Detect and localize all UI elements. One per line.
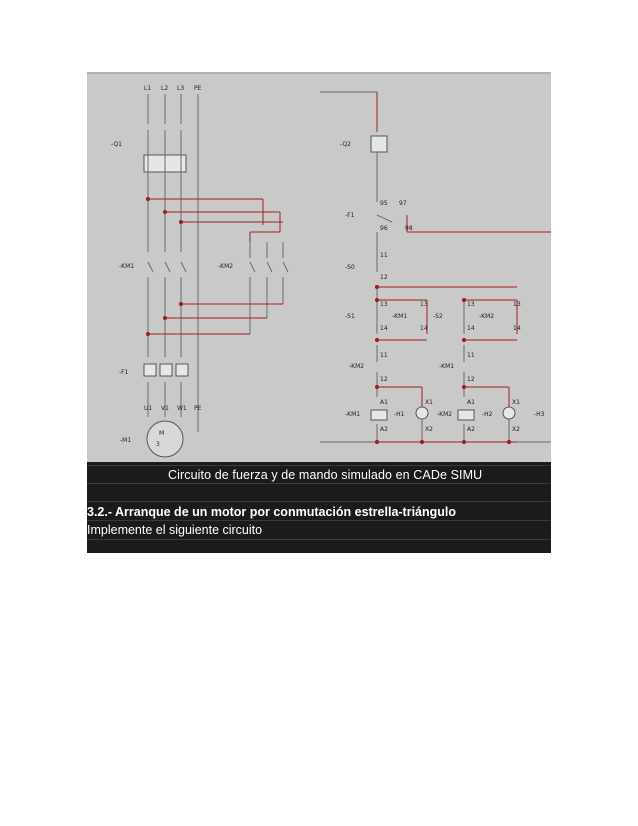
label-x1-h1: X1 — [425, 399, 433, 406]
label-km1-interlock: -KM1 — [439, 363, 455, 370]
label-12-b: 12 — [467, 376, 475, 383]
label-12-a: 12 — [380, 376, 388, 383]
label-x2-h2: X2 — [512, 426, 520, 433]
label-98: 98 — [405, 225, 413, 232]
label-14-c: 14 — [467, 325, 475, 332]
section-heading: 3.2.- Arranque de un motor por conmutación estrella-triángulo — [87, 505, 457, 519]
label-13-d: 13 — [513, 301, 521, 308]
label-14-a: 14 — [380, 325, 388, 332]
label-a2-km2: A2 — [467, 426, 475, 433]
label-h3: -H3 — [534, 411, 545, 418]
label-motor: M — [159, 430, 165, 437]
section-heading-row — [87, 501, 551, 520]
section-body-row — [87, 520, 551, 539]
label-13-b: 13 — [420, 301, 428, 308]
label-pe-motor: PE — [194, 405, 202, 412]
label-11-s0: 11 — [380, 252, 388, 259]
label-km1-coil: -KM1 — [345, 411, 361, 418]
label-f1-control: -F1 — [345, 212, 355, 219]
circuit-schematic — [87, 72, 551, 462]
label-l1: L1 — [144, 85, 152, 92]
label-11-a: 11 — [380, 352, 388, 359]
label-h1: -H1 — [394, 411, 405, 418]
label-q2: -Q2 — [340, 141, 351, 148]
label-14-b: 14 — [420, 325, 428, 332]
section-body: Implemente el siguiente circuito — [87, 523, 263, 537]
label-km1-power: -KM1 — [119, 263, 135, 270]
label-h2: -H2 — [482, 411, 493, 418]
label-l2: L2 — [161, 85, 169, 92]
label-s1: -S1 — [345, 313, 355, 320]
label-pe: PE — [194, 85, 202, 92]
label-a1-km1: A1 — [380, 399, 388, 406]
label-x2-h1: X2 — [425, 426, 433, 433]
label-km2-interlock: -KM2 — [349, 363, 365, 370]
label-14-d: 14 — [513, 325, 521, 332]
schematic-svg — [87, 72, 551, 462]
label-95: 95 — [380, 200, 388, 207]
label-l3: L3 — [177, 85, 185, 92]
label-s0: -S0 — [345, 264, 355, 271]
label-96: 96 — [380, 225, 388, 232]
label-km1-self: -KM1 — [392, 313, 408, 320]
figure-caption: Circuito de fuerza y de mando simulado en CADe SIMU — [168, 468, 483, 482]
label-q1: -Q1 — [111, 141, 122, 148]
label-km2-self: -KM2 — [479, 313, 495, 320]
label-v1: V1 — [161, 405, 169, 412]
figure-caption-row — [87, 465, 551, 484]
label-12-s0: 12 — [380, 274, 388, 281]
bottom-row — [87, 539, 551, 554]
label-11-b: 11 — [467, 352, 475, 359]
label-w1: W1 — [177, 405, 187, 412]
label-km2-coil: -KM2 — [437, 411, 453, 418]
label-u1: U1 — [144, 405, 153, 412]
label-13-c: 13 — [467, 301, 475, 308]
document-frame — [87, 72, 551, 553]
label-x1-h2: X1 — [512, 399, 520, 406]
label-13-a: 13 — [380, 301, 388, 308]
label-motor-phase: 3 — [156, 441, 160, 448]
spacer-row — [87, 483, 551, 501]
label-km2-power: -KM2 — [218, 263, 234, 270]
label-s2: -S2 — [433, 313, 443, 320]
label-a2-km1: A2 — [380, 426, 388, 433]
label-m1: -M1 — [120, 437, 132, 444]
label-a1-km2: A1 — [467, 399, 475, 406]
label-97: 97 — [399, 200, 407, 207]
label-f1-power: -F1 — [119, 369, 129, 376]
